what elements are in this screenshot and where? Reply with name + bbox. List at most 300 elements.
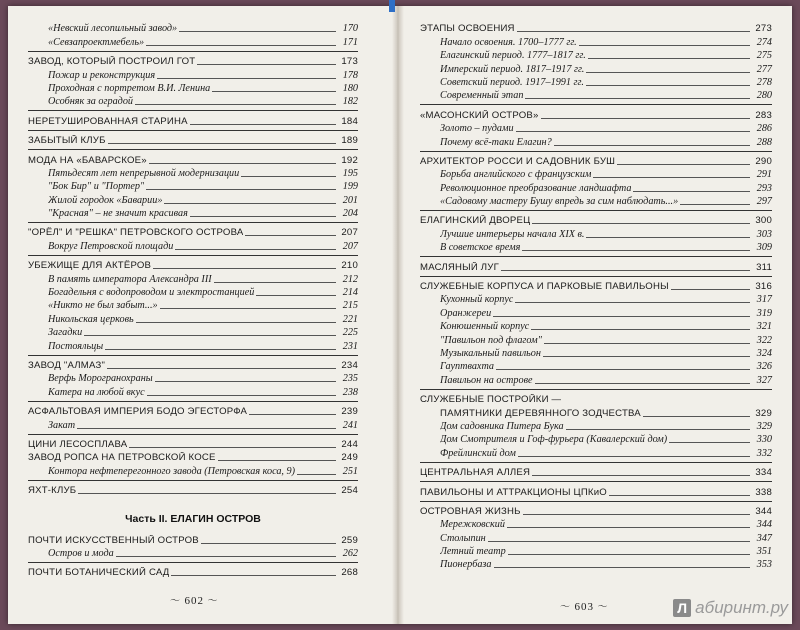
toc-subsection[interactable]: [420, 558, 772, 571]
dot-leader: [643, 416, 750, 417]
right-toc-list: [420, 22, 772, 571]
dot-leader: [146, 45, 336, 46]
left-folio-number: 602: [184, 595, 204, 607]
toc-page-number: 332: [756, 447, 772, 459]
toc-page-number: 182: [342, 96, 358, 108]
toc-page-number: 311: [756, 261, 772, 273]
toc-chapter[interactable]: [28, 259, 358, 272]
section-divider: [28, 434, 358, 435]
toc-entry-title: Советский период. 1917–1991 гг.: [440, 76, 584, 88]
toc-page-number: 262: [342, 547, 358, 559]
dot-leader: [508, 554, 750, 555]
toc-entry-title: «Никто не был забыт...»: [48, 300, 158, 312]
toc-entry-title: Золото – пудами: [440, 123, 514, 135]
toc-entry-title: ПОЧТИ БОТАНИЧЕСКИЙ САД: [28, 567, 170, 579]
toc-page-number: 173: [341, 56, 358, 68]
toc-subsection[interactable]: [28, 239, 358, 252]
dot-leader: [523, 514, 750, 515]
left-toc-list: [28, 22, 358, 497]
toc-subsection[interactable]: [28, 82, 358, 95]
dot-leader: [525, 98, 750, 99]
toc-entry-title: Богадельня с водопроводом и электростанцией: [48, 287, 255, 299]
section-divider: [420, 256, 772, 257]
toc-page-number: 326: [756, 361, 772, 373]
toc-entry-title: ЗАВОД РОПСА НА ПЕТРОВСКОЙ КОСЕ: [28, 452, 216, 464]
book-gutter: [392, 6, 404, 624]
toc-entry-title: Революционное преобразование ландшафта: [440, 182, 632, 194]
toc-page-number: 170: [342, 23, 358, 35]
toc-chapter[interactable]: [420, 485, 772, 498]
toc-subsection[interactable]: [28, 464, 358, 477]
toc-page-number: 283: [755, 109, 772, 121]
dot-leader: [586, 85, 750, 86]
toc-subsection[interactable]: [420, 168, 772, 181]
toc-page-number: 204: [342, 208, 358, 220]
dot-leader: [201, 543, 336, 544]
toc-page-number: 329: [755, 407, 772, 419]
toc-page-number: 241: [342, 419, 358, 431]
toc-subsection[interactable]: [28, 207, 358, 220]
watermark-text: абиринт.ру: [695, 598, 788, 617]
toc-page-number: 207: [342, 240, 358, 252]
toc-chapter[interactable]: [28, 405, 358, 418]
toc-entry-title: ЗАВОД "АЛМАЗ": [28, 359, 106, 371]
toc-entry-title: "ОРЁЛ" И "РЕШКА" ПЕТРОВСКОГО ОСТРОВА: [28, 227, 244, 239]
toc-entry-title: ПАВИЛЬОНЫ И АТТРАКЦИОНЫ ЦПКиО: [420, 486, 607, 498]
toc-page-number: 259: [341, 534, 358, 546]
toc-chapter[interactable]: [28, 438, 358, 451]
dot-leader: [190, 124, 336, 125]
section-divider: [420, 462, 772, 463]
dot-leader: [212, 91, 336, 92]
toc-entry-title: ЗАВОД, КОТОРЫЙ ПОСТРОИЛ ГОТ: [28, 56, 196, 68]
toc-entry-title: Кухонный корпус: [440, 294, 514, 306]
dot-leader: [531, 329, 750, 330]
toc-entry-title: ОСТРОВНАЯ ЖИЗНЬ: [420, 505, 521, 517]
toc-entry-title: АРХИТЕКТОР РОССИ И САДОВНИК БУШ: [420, 155, 616, 167]
toc-chapter[interactable]: [28, 484, 358, 497]
toc-subsection[interactable]: [28, 22, 358, 35]
dot-leader: [535, 383, 750, 384]
toc-chapter[interactable]: [28, 451, 358, 464]
toc-chapter[interactable]: [28, 55, 358, 68]
toc-page-number: 214: [342, 287, 358, 299]
section-divider: [28, 130, 358, 131]
toc-entry-title: «МАСОНСКИЙ ОСТРОВ»: [420, 109, 539, 121]
dot-leader: [488, 541, 750, 542]
toc-subsection[interactable]: [28, 418, 358, 431]
toc-chapter[interactable]: [420, 22, 772, 35]
toc-chapter[interactable]: [420, 260, 772, 273]
toc-page-number: 254: [341, 485, 358, 497]
dot-leader: [522, 250, 750, 251]
toc-subsection[interactable]: [420, 347, 772, 360]
toc-page-number: 300: [755, 215, 772, 227]
toc-subsection[interactable]: [28, 385, 358, 398]
toc-entry-title: Загадки: [48, 327, 83, 339]
dot-leader: [146, 189, 336, 190]
toc-subsection[interactable]: [28, 299, 358, 312]
toc-entry-title: «Невский лесопильный завод»: [48, 23, 178, 35]
section-divider: [28, 480, 358, 481]
toc-entry-title: СЛУЖЕБНЫЕ ПОСТРОЙКИ —: [420, 394, 562, 406]
dot-leader: [135, 104, 336, 105]
dot-leader: [669, 442, 750, 443]
toc-page-number: 316: [755, 281, 772, 293]
toc-entry-title: Елагинский период. 1777–1817 гг.: [440, 50, 586, 62]
toc-entry-title: Пожар и реконструкция: [48, 69, 156, 81]
toc-page-number: 327: [756, 374, 772, 386]
dot-leader: [579, 45, 750, 46]
toc-chapter[interactable]: [28, 566, 358, 579]
toc-page-number: 234: [341, 359, 358, 371]
toc-entry-title: Летний театр: [440, 546, 506, 558]
dot-leader: [516, 131, 750, 132]
dot-leader: [136, 322, 336, 323]
toc-chapter[interactable]: [420, 505, 772, 518]
toc-subsection[interactable]: [420, 333, 772, 346]
toc-entry-title: Борьба английского с французским: [440, 169, 592, 181]
toc-entry-title: ЦЕНТРАЛЬНАЯ АЛЛЕЯ: [420, 467, 531, 479]
toc-entry-title: "Красная" – не значит красивая: [48, 208, 188, 220]
dot-leader: [494, 567, 751, 568]
toc-page-number: 321: [756, 321, 772, 333]
toc-entry-title: Начало освоения. 1700–1777 гг.: [440, 36, 577, 48]
dot-leader: [588, 58, 750, 59]
toc-page-number: 347: [756, 532, 772, 544]
dot-leader: [84, 335, 336, 336]
toc-subsection[interactable]: [420, 195, 772, 208]
section-divider: [28, 355, 358, 356]
toc-subsection[interactable]: [420, 373, 772, 386]
toc-page-number: 251: [342, 465, 358, 477]
toc-chapter[interactable]: [28, 359, 358, 372]
dot-leader: [256, 295, 336, 296]
toc-page-number: 239: [341, 406, 358, 418]
toc-entry-title: ЗАБЫТЫЙ КЛУБ: [28, 135, 106, 147]
toc-chapter[interactable]: [28, 114, 358, 127]
toc-page-number: 178: [342, 69, 358, 81]
toc-entry-title: ЭТАПЫ ОСВОЕНИЯ: [420, 23, 515, 35]
dot-leader: [218, 460, 336, 461]
dot-leader: [116, 556, 336, 557]
toc-entry-title: Дом садовника Питера Бука: [440, 420, 564, 432]
toc-page-number: 277: [756, 63, 772, 75]
dot-leader: [507, 527, 750, 528]
toc-subsection[interactable]: [28, 339, 358, 352]
toc-subsection[interactable]: [420, 62, 772, 75]
dot-leader: [543, 356, 750, 357]
dot-leader: [179, 31, 336, 32]
toc-page-number: 293: [756, 182, 772, 194]
toc-chapter[interactable]: [28, 533, 358, 546]
dot-leader: [566, 429, 750, 430]
toc-entry-title: Пятьдесят лет непрерывной модернизации: [48, 167, 240, 179]
toc-subsection[interactable]: [28, 35, 358, 48]
toc-page-number: 286: [756, 123, 772, 135]
toc-page-number: 303: [756, 228, 772, 240]
dot-leader: [541, 118, 750, 119]
section-divider: [420, 151, 772, 152]
dot-leader: [617, 164, 750, 165]
section-divider: [420, 501, 772, 502]
toc-entry-title: Закат: [48, 419, 76, 431]
right-page-toc: [420, 22, 772, 571]
toc-chapter[interactable]: [420, 393, 772, 406]
toc-page-number: 192: [341, 154, 358, 166]
toc-page-number: 201: [342, 194, 358, 206]
dot-leader: [149, 163, 336, 164]
section-divider: [28, 401, 358, 402]
dot-leader: [190, 216, 336, 217]
toc-page-number: 280: [756, 90, 772, 102]
toc-page-number: 351: [756, 546, 772, 558]
toc-subsection[interactable]: [28, 326, 358, 339]
dot-leader: [77, 428, 336, 429]
toc-subsection[interactable]: [420, 545, 772, 558]
toc-page-number: 274: [756, 36, 772, 48]
toc-entry-title: МАСЛЯНЫЙ ЛУГ: [420, 261, 499, 273]
dot-leader: [249, 414, 336, 415]
toc-subsection[interactable]: [28, 193, 358, 206]
section-divider: [28, 562, 358, 563]
right-folio-number: 603: [574, 601, 594, 613]
toc-page-number: 189: [341, 135, 358, 147]
section-divider: [28, 110, 358, 111]
toc-subsection[interactable]: [420, 293, 772, 306]
toc-subsection[interactable]: [420, 76, 772, 89]
toc-subsection[interactable]: [420, 35, 772, 48]
dot-leader: [129, 447, 336, 448]
toc-subsection[interactable]: [28, 272, 358, 285]
toc-page-number: 268: [341, 567, 358, 579]
toc-entry-title: ЕЛАГИНСКИЙ ДВОРЕЦ: [420, 215, 531, 227]
toc-subsection[interactable]: [420, 446, 772, 459]
toc-entry-title: Пионербаза: [440, 559, 492, 571]
section-divider: [420, 210, 772, 211]
toc-page-number: 291: [756, 169, 772, 181]
dot-leader: [108, 143, 336, 144]
toc-subsection[interactable]: [420, 531, 772, 544]
toc-page-number: 334: [755, 467, 772, 479]
dot-leader: [105, 349, 336, 350]
toc-page-number: 317: [756, 294, 772, 306]
toc-chapter[interactable]: [420, 280, 772, 293]
toc-page-number: 344: [755, 505, 772, 517]
toc-subsection[interactable]: [420, 518, 772, 531]
toc-page-number: 344: [756, 519, 772, 531]
dot-leader: [586, 237, 750, 238]
toc-entry-title: Музыкальный павильон: [440, 347, 541, 359]
dot-leader: [515, 302, 750, 303]
dot-leader: [153, 268, 336, 269]
toc-page-number: 309: [756, 242, 772, 254]
toc-subsection[interactable]: [420, 420, 772, 433]
toc-entry-title: Оранжереи: [440, 307, 492, 319]
toc-entry-title: Остров и мода: [48, 547, 114, 559]
toc-entry-title: «Севзапроектмебель»: [48, 36, 145, 48]
dot-leader: [493, 316, 750, 317]
toc-entry-title: Павильон на острове: [440, 374, 533, 386]
labirint-logo-icon: Л: [673, 599, 691, 617]
dot-leader: [544, 343, 750, 344]
toc-entry-title: МОДА НА «БАВАРСКОЕ»: [28, 154, 147, 166]
toc-entry-title: АСФАЛЬТОВАЯ ИМПЕРИЯ БОДО ЭГЕСТОРФА: [28, 406, 248, 418]
toc-page-number: 225: [342, 327, 358, 339]
toc-entry-title: УБЕЖИЩЕ ДЛЯ АКТЁРОВ: [28, 260, 152, 272]
toc-entry-title: В память императора Александра III: [48, 273, 212, 285]
toc-page-number: 319: [756, 307, 772, 319]
toc-page-number: 353: [756, 559, 772, 571]
dot-leader: [78, 493, 336, 494]
toc-entry-title: Вокруг Петровской площади: [48, 240, 174, 252]
toc-chapter[interactable]: [420, 406, 772, 419]
toc-page-number: 244: [341, 438, 358, 450]
section-divider: [28, 51, 358, 52]
toc-entry-title: ПОЧТИ ИСКУССТВЕННЫЙ ОСТРОВ: [28, 534, 199, 546]
dot-leader: [501, 270, 750, 271]
toc-subsection[interactable]: [420, 433, 772, 446]
toc-page-number: 180: [342, 82, 358, 94]
dot-leader: [609, 495, 750, 496]
dot-leader: [517, 31, 750, 32]
toc-entry-title: ЦИНИ ЛЕСОСПЛАВА: [28, 438, 128, 450]
toc-entry-title: Лучшие интерьеры начала XIX в.: [440, 228, 585, 240]
toc-page-number: 238: [342, 386, 358, 398]
toc-subsection[interactable]: [28, 180, 358, 193]
toc-entry-title: "Павильон под флагом": [440, 334, 542, 346]
bookmark-ribbon: [389, 0, 395, 12]
toc-subsection[interactable]: [28, 547, 358, 560]
toc-entry-title: ПАМЯТНИКИ ДЕРЕВЯННОГО ЗОДЧЕСТВА: [440, 407, 641, 419]
toc-page-number: 215: [342, 300, 358, 312]
toc-chapter[interactable]: [420, 214, 772, 227]
toc-subsection[interactable]: [420, 181, 772, 194]
toc-chapter[interactable]: [420, 108, 772, 121]
dot-leader: [160, 308, 336, 309]
toc-entry-title: Имперский период. 1817–1917 гг.: [440, 63, 585, 75]
toc-subsection[interactable]: [420, 122, 772, 135]
section-divider: [420, 276, 772, 277]
dot-leader: [297, 474, 336, 475]
toc-entry-title: Почему всё-таки Елагин?: [440, 136, 552, 148]
dot-leader: [496, 369, 750, 370]
toc-page-number: 231: [342, 340, 358, 352]
toc-page-number: 184: [341, 115, 358, 127]
toc-subsection[interactable]: [28, 286, 358, 299]
toc-subsection[interactable]: [420, 306, 772, 319]
toc-subsection[interactable]: [28, 312, 358, 325]
toc-entry-title: Никольская церковь: [48, 313, 134, 325]
toc-entry-title: Современный этап: [440, 90, 524, 102]
dot-leader: [680, 204, 750, 205]
dot-leader: [107, 368, 336, 369]
dot-leader: [164, 203, 336, 204]
toc-chapter[interactable]: [28, 134, 358, 147]
dot-leader: [197, 64, 336, 65]
toc-page-number: 290: [755, 155, 772, 167]
toc-page-number: 207: [341, 227, 358, 239]
toc-subsection[interactable]: [420, 49, 772, 62]
toc-page-number: 330: [756, 434, 772, 446]
toc-subsection[interactable]: [28, 95, 358, 108]
section-divider: [28, 222, 358, 223]
right-folio: 〜 603 〜: [560, 601, 609, 613]
toc-chapter[interactable]: [420, 155, 772, 168]
toc-page-number: 249: [341, 452, 358, 464]
toc-page-number: 195: [342, 167, 358, 179]
section-divider: [420, 104, 772, 105]
dot-leader: [671, 289, 750, 290]
toc-chapter[interactable]: [28, 226, 358, 239]
dot-leader: [245, 235, 336, 236]
toc-entry-title: Столыпин: [440, 532, 486, 544]
toc-page-number: 210: [341, 260, 358, 272]
dot-leader: [593, 177, 750, 178]
toc-entry-title: Фрейлинский дом: [440, 447, 516, 459]
dot-leader: [155, 381, 336, 382]
dot-leader: [554, 145, 750, 146]
section-divider: [28, 255, 358, 256]
toc-entry-title: Жилой городок «Баварии»: [48, 194, 163, 206]
toc-entry-title: СЛУЖЕБНЫЕ КОРПУСА И ПАРКОВЫЕ ПАВИЛЬОНЫ: [420, 281, 669, 293]
toc-entry-title: Дом Смотрителя и Гоф-фурьера (Кавалерский дом): [440, 434, 668, 446]
dot-leader: [214, 282, 336, 283]
toc-entry-title: «Садовому мастеру Бушу впредь за сим наблюдать...»: [440, 196, 679, 208]
toc-page-number: 338: [755, 486, 772, 498]
toc-subsection[interactable]: [420, 241, 772, 254]
left-page-toc: [28, 22, 358, 579]
toc-page-number: 322: [756, 334, 772, 346]
toc-subsection[interactable]: [28, 372, 358, 385]
dot-leader: [147, 395, 336, 396]
toc-entry-title: Контора нефтеперегонного завода (Петровская коса, 9): [48, 465, 296, 477]
toc-subsection[interactable]: [420, 360, 772, 373]
toc-entry-title: ЯХТ-КЛУБ: [28, 485, 77, 497]
dot-leader: [586, 72, 750, 73]
toc-chapter[interactable]: [420, 466, 772, 479]
toc-subsection[interactable]: [420, 89, 772, 102]
toc-subsection[interactable]: [28, 167, 358, 180]
toc-entry-title: Гауптвахта: [440, 361, 495, 373]
toc-page-number: 288: [756, 136, 772, 148]
site-watermark: [673, 598, 788, 618]
toc-subsection[interactable]: [420, 135, 772, 148]
dot-leader: [175, 249, 336, 250]
toc-entry-title: Катера на любой вкус: [48, 386, 145, 398]
toc-subsection[interactable]: [420, 227, 772, 240]
toc-page-number: 171: [342, 36, 358, 48]
toc-entry-title: НЕРЕТУШИРОВАННАЯ СТАРИНА: [28, 115, 188, 127]
toc-entry-title: Проходная с портретом В.И. Ленина: [48, 82, 211, 94]
toc-page-number: 275: [756, 50, 772, 62]
toc-page-number: 221: [342, 313, 358, 325]
dot-leader: [157, 78, 336, 79]
section-divider: [420, 481, 772, 482]
dot-leader: [241, 176, 336, 177]
toc-chapter[interactable]: [28, 153, 358, 166]
toc-subsection[interactable]: [28, 68, 358, 81]
toc-page-number: 235: [342, 373, 358, 385]
toc-entry-title: Конюшенный корпус: [440, 321, 530, 333]
toc-page-number: 212: [342, 273, 358, 285]
toc-page-number: 329: [756, 420, 772, 432]
section-divider: [420, 389, 772, 390]
section-divider: [28, 149, 358, 150]
left-toc-list-part2: [28, 533, 358, 579]
part-title: Часть II. ЕЛАГИН ОСТРОВ: [125, 513, 261, 526]
toc-subsection[interactable]: [420, 320, 772, 333]
